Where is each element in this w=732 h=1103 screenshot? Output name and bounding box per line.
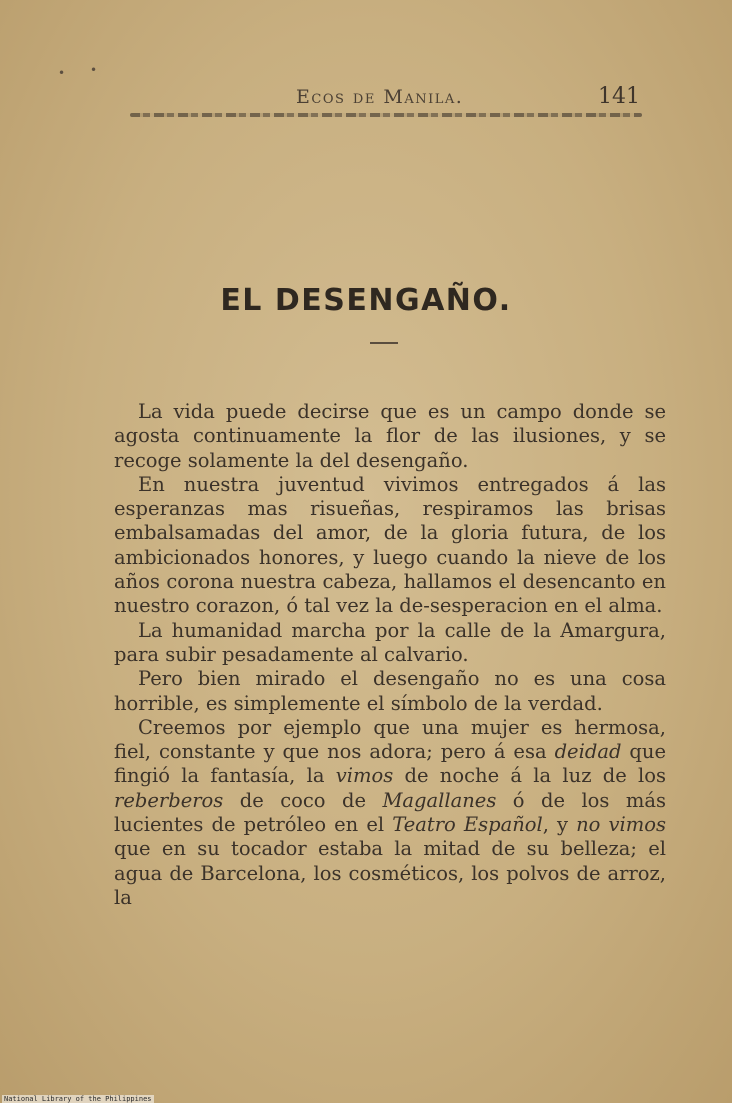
text-run: La humanidad marcha por la calle de la Amargura, para subir pesadamente al calvario.: [114, 618, 666, 666]
italic-phrase: Magallanes: [382, 788, 497, 812]
text-run: ó de los más lucientes de petróleo en el: [114, 788, 666, 837]
paragraph: [114, 400, 666, 473]
text-run: de noche á la luz de los: [393, 764, 667, 788]
text-run: que fingió la fantasía, la: [114, 740, 666, 788]
text-run: , y: [542, 813, 577, 837]
italic-phrase: deidad: [554, 740, 622, 764]
italic-phrase: Teatro Español: [392, 813, 543, 837]
text-run: que en su tocador estaba la mitad de su belleza; el agua de Barcelona, los cosméticos, los polvos de arroz, la: [114, 837, 666, 909]
text-run: Pero bien mirado el desengaño no es una cosa horrible, es simplemente el símbolo de la verdad.: [114, 667, 666, 715]
text-run: de coco de: [223, 788, 383, 812]
ink-speck: •: [90, 63, 98, 77]
paragraph: [114, 619, 666, 668]
ink-speck: •: [58, 66, 66, 80]
paragraph: [114, 716, 666, 910]
title-rule: [370, 342, 398, 344]
article-body: [114, 400, 666, 910]
header-rule: [130, 113, 642, 117]
paragraph: [114, 667, 666, 716]
italic-phrase: vimos: [335, 764, 394, 788]
article-title: EL DESENGAÑO.: [220, 283, 512, 318]
italic-phrase: no vimos: [576, 813, 666, 837]
page-number: 141: [598, 84, 640, 109]
text-run: Creemos por ejemplo que una mujer es hermosa, fiel, constante y que nos adora; pero á esa: [114, 715, 666, 764]
italic-phrase: reberberos: [114, 788, 224, 812]
running-head: Ecos de Manila.: [296, 86, 464, 108]
page-header: [110, 84, 650, 114]
library-credit: National Library of the Philippines: [4, 1095, 152, 1103]
text-run: En nuestra juventud vivimos entregados á las esperanzas mas risueñas, respiramos las brisas embalsamadas del amor, de la gloria futura, de los ambicionados honores, y luego cuando la nieve de los años corona nuestra cabeza, hallamos el desencanto en nuestro corazon, ó tal vez la de-sesperacion en el alma.: [114, 472, 666, 618]
paragraph: [114, 473, 666, 619]
text-run: La vida puede decirse que es un campo donde se agosta continuamente la flor de las ilusiones, y se recoge solamente la del desengaño.: [114, 400, 666, 472]
